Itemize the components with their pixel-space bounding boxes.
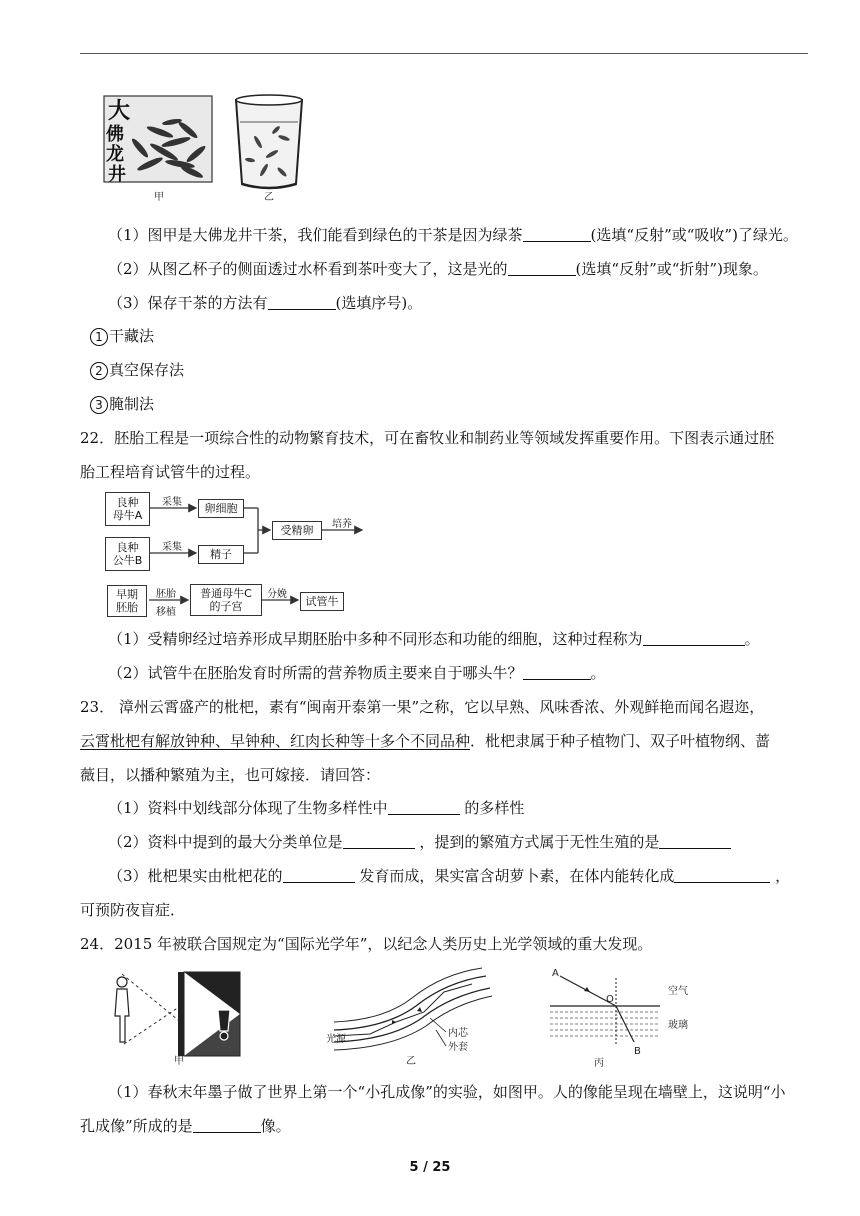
q23-sub1: （1）资料中划线部分体现了生物多样性中 的多样性 bbox=[108, 799, 525, 817]
underlined-passage: 云霄枇杷有解放钟种、早钟种、红肉长种等十多个不同品种 bbox=[80, 732, 471, 750]
q23-sub3-cont: 可预防夜盲症． bbox=[80, 901, 186, 919]
q24-sub1-line2: 孔成像”所成的是 像。 bbox=[80, 1117, 291, 1135]
q21-sub1: （1）图甲是大佛龙井干茶，我们能看到绿色的干茶是因为绿茶 (选填“反射”或“吸收”)了绿光。 bbox=[108, 226, 798, 244]
q22-sub2: （2）试管牛在胚胎发育时所需的营养物质主要来自于哪头牛？ 。 bbox=[108, 664, 606, 682]
q22-stem-line2: 胎工程培育试管牛的过程。 bbox=[80, 463, 261, 481]
svg-text:井: 井 bbox=[108, 164, 126, 185]
point-b-label: B bbox=[634, 1046, 641, 1057]
zygote-box: 受精卵 bbox=[272, 521, 322, 540]
q21-option-3: 3 腌制法 bbox=[90, 393, 820, 415]
fiber-cladding-label: 外套 bbox=[448, 1042, 468, 1053]
option-number: 3 bbox=[90, 396, 108, 414]
svg-text:龙: 龙 bbox=[106, 144, 124, 165]
q21-option-2: 2 真空保存法 bbox=[90, 359, 820, 381]
answer-blank[interactable] bbox=[659, 832, 731, 849]
fiber-core-label: 内芯 bbox=[448, 1028, 468, 1039]
answer-blank[interactable] bbox=[193, 1116, 261, 1133]
answer-blank[interactable] bbox=[388, 798, 460, 815]
sperm-box: 精子 bbox=[198, 545, 244, 564]
q24-sub1-line1: （1）春秋末年墨子做了世界上第一个“小孔成像”的实验，如图甲。人的像能呈现在墙壁上，这说明“小 bbox=[108, 1083, 786, 1101]
q23-sub3: （3）枇杷果实由枇杷花的 发育而成，果实富含胡萝卜素，在体内能转化成 ， bbox=[108, 867, 791, 885]
page-number: 5 / 25 bbox=[409, 1160, 451, 1175]
fiber-source-label: 光源 bbox=[326, 1034, 346, 1045]
figure-caption-jia: 甲 bbox=[154, 192, 164, 203]
q23-line3: 薇目，以播种繁殖为主，也可嫁接．请回答： bbox=[80, 766, 381, 784]
optics-figures bbox=[100, 964, 720, 1068]
air-label: 空气 bbox=[668, 986, 688, 997]
pinhole-figure bbox=[115, 972, 240, 1067]
svg-text:佛: 佛 bbox=[106, 124, 124, 145]
transfer-label-bottom: 移植 bbox=[156, 607, 176, 618]
answer-blank[interactable] bbox=[343, 832, 415, 849]
good-bull-b-box: 良种 公牛B bbox=[105, 537, 150, 571]
q21-sub2: （2）从图乙杯子的侧面透过水杯看到茶叶变大了，这是光的 (选填“反射”或“折射”)现象。 bbox=[108, 260, 768, 278]
q24-stem: 24．2015 年被联合国规定为“国际光学年”，以纪念人类历史上光学领域的重大发现。 bbox=[80, 935, 653, 953]
option-number: 1 bbox=[90, 328, 108, 346]
transfer-label-top: 胚胎 bbox=[156, 589, 176, 600]
option-number: 2 bbox=[90, 362, 108, 380]
figure-caption-yi: 乙 bbox=[406, 1056, 416, 1067]
point-a-label: A bbox=[552, 968, 559, 979]
q21-option-1: 1 干藏法 bbox=[90, 325, 820, 347]
test-tube-calf-box: 试管牛 bbox=[300, 592, 344, 611]
egg-cell-box: 卵细胞 bbox=[198, 499, 244, 518]
early-embryo-box: 早期 胚胎 bbox=[107, 585, 147, 617]
culture-label: 培养 bbox=[332, 519, 352, 530]
figure-caption-jia: 甲 bbox=[174, 1056, 184, 1067]
point-o-label: O bbox=[606, 994, 614, 1005]
birth-label: 分娩 bbox=[267, 589, 287, 600]
collect-label-a: 采集 bbox=[162, 497, 182, 508]
q22-stem-line1: 22．胚胎工程是一项综合性的动物繁育技术，可在畜牧业和制药业等领域发挥重要作用。下图表示通过胚 bbox=[80, 429, 775, 447]
q23-line1: 23． 漳州云霄盛产的枇杷，素有“闽南开泰第一果”之称，它以早熟、风味香浓、外观鲜艳而闻名遐迩， bbox=[80, 698, 765, 716]
uterus-box: 普通母牛C 的子宫 bbox=[190, 584, 262, 616]
collect-label-b: 采集 bbox=[162, 542, 182, 553]
figure-caption-yi: 乙 bbox=[264, 192, 274, 203]
answer-blank[interactable] bbox=[674, 866, 770, 883]
q22-sub1: （1）受精卵经过培养形成早期胚胎中多种不同形态和功能的细胞，这种过程称为 。 bbox=[108, 630, 760, 648]
q23-line2: 云霄枇杷有解放钟种、早钟种、红肉长种等十多个不同品种．枇杷隶属于种子植物门、双子叶植物纲、蔷 bbox=[80, 732, 771, 750]
q21-sub3: （3）保存干茶的方法有 (选填序号)。 bbox=[108, 294, 423, 312]
glass-label: 玻璃 bbox=[668, 1020, 688, 1031]
svg-text:大: 大 bbox=[108, 98, 131, 124]
q23-sub2: （2）资料中提到的最大分类单位是 ，提到的繁殖方式属于无性生殖的是 bbox=[108, 831, 838, 853]
answer-blank[interactable] bbox=[523, 663, 591, 680]
good-cow-a-box: 良种 母牛A bbox=[105, 492, 150, 526]
optical-fiber-figure bbox=[326, 968, 492, 1067]
answer-blank[interactable] bbox=[643, 629, 745, 646]
figure-caption-bing: 丙 bbox=[594, 1058, 604, 1068]
answer-blank[interactable] bbox=[283, 866, 355, 883]
refraction-figure bbox=[550, 968, 688, 1068]
